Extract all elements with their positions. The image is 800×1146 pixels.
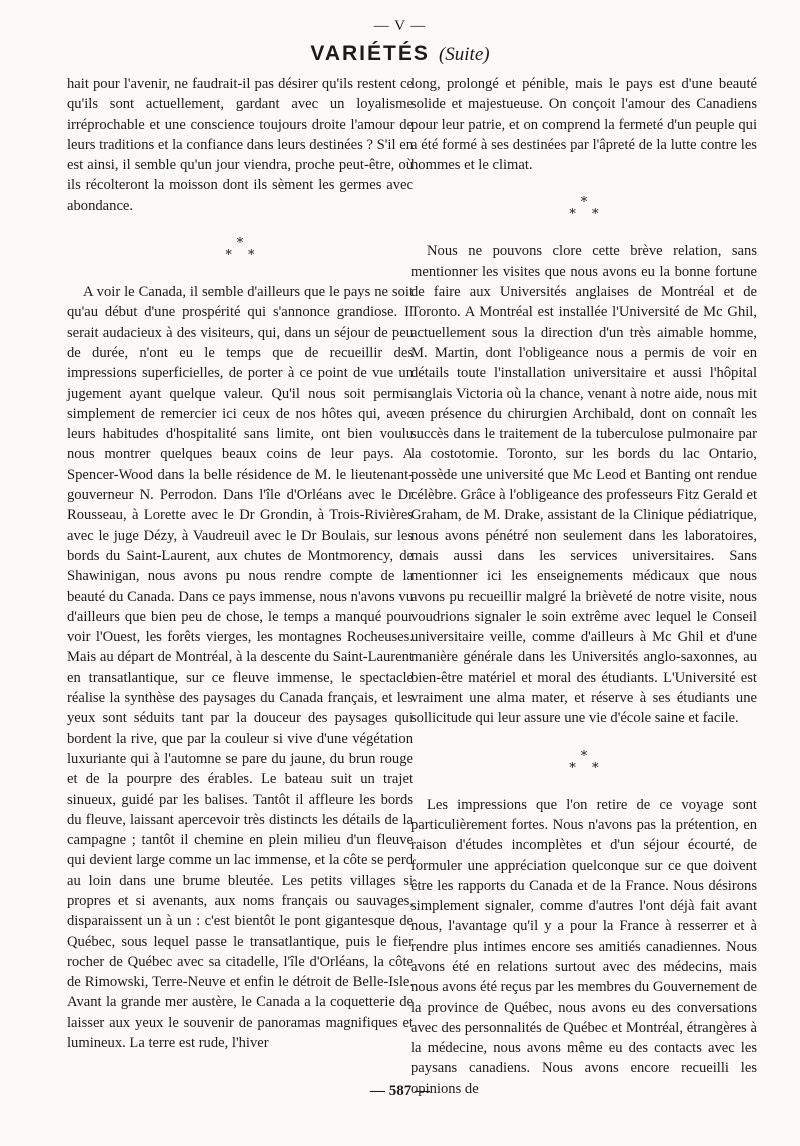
asterism-bottom: * * (569, 207, 605, 223)
right-paragraph-3: Les impressions que l'on retire de ce voyage sont particulièrement fortes. Nous n'avons pas la prétention, en raison d'études incomplètes et d'un séjour écourté, de formuler une appréciation quelconque sur ce que doivent être les rapports du Canada et de la France. Nous désirons simplement signaler, comme d'autres l'ont déjà fait avant nous, l'avantage qu'il y a pour la France à resserrer et à rendre plus intimes encore ses amitiés canadiennes. Nous avons été en relations surtout avec des médecins, mais nous avons été reçus par les membres du Gouvernement de la province de Québec, nous avons eu des conversations avec des personnalités de Québec et Montréal, étrangères à la médecine, nous avons même eu des contacts avec les paysans canadiens. Nous avons encore recueilli les opinions de (411, 796, 757, 1097)
asterism-top: * (580, 748, 588, 764)
asterism-bottom: * * (225, 248, 261, 264)
asterism-top: * (236, 236, 244, 252)
right-column (411, 74, 757, 1099)
left-column (67, 74, 413, 1053)
asterism-bottom: * * (569, 760, 605, 776)
left-asterism-1 (67, 238, 413, 262)
page-roman-number: — V — (373, 18, 427, 34)
right-asterism-2 (411, 748, 757, 776)
left-paragraph-1: hait pour l'avenir, ne faudrait-il pas désirer qu'ils restent ce qu'ils sont actuellement, gardant avec un loyalisme irréprochable et une conscience toujours droite l'amour de leurs traditions et la confiance dans leurs destinées ? S'il en est ainsi, il semble qu'un jour viendra, proche peut-être, où ils récolteront la moisson dont ils sèment les germes avec abondance. (67, 76, 413, 214)
section-title-main: VARIÉTÉS (310, 42, 430, 65)
right-paragraph-1: long, prolongé et pénible, mais le pays est d'une beauté solide et majestueuse. On conçoit l'amour des Canadiens pour leur patrie, et on comprend la fermeté d'un peuple qui a été formé à ses destinées par l'âpreté de la lutte contre les hommes et le climat. (411, 76, 757, 174)
page-number: — 587 — (370, 1083, 430, 1099)
right-asterism-1 (411, 197, 757, 221)
asterism-top: * (580, 195, 588, 211)
section-title (0, 42, 800, 66)
left-paragraph-2: A voir le Canada, il semble d'ailleurs que le pays ne soit qu'au début d'une prospérité qui s'annonce grandiose. Il serait audacieux à des visiteurs, qui, dans un séjour de peu de durée, n'ont eu le temps que de recueillir des impressions superficielles, de porter à ce point de vue un jugement ayant quelque valeur. Qu'il nous soit permis simplement de remercier ici ceux de nos hôtes qui, avec leurs habitudes d'hospitalité sans limite, ont bien voulu nous montrer quelques beaux coins de leur pays. A Spencer-Wood dans la belle résidence de M. le lieutenant-gouverneur N. Perrodon. Dans l'île d'Orléans avec le Dr Rousseau, à Lorette avec le Dr Grondin, à Trois-Rivières avec le juge Dézy, à Vaudreuil avec le Dr Boulais, sur les bords du Saint-Laurent, aux chutes de Montmorency, de Shawinigan, nous avons pu nous rendre compte de la beauté du Canada. Dans ce pays immense, nous n'avons vu d'ailleurs que bien peu de chose, le temps a manqué pour voir l'Ouest, les forêts vierges, les montagnes Rocheuses. Mais au départ de Montréal, à la descente du Saint-Laurent en transatlantique, sur ce fleuve immense, le spectacle réalise la synthèse des paysages du Canada français, et les yeux sont séduits tant par la douceur des paysages qui bordent la rive, que par la couleur si vive d'une végétation luxuriante qui à l'automne se pare du jaune, du brun rouge et de la pourpre des érables. Le bateau suit un trajet sinueux, guidé par les balises. Tantôt il affleure les bords du fleuve, laissant apercevoir très distincts les détails de la campagne ; tantôt il chemine en plein milieu d'un fleuve qui devient large comme un lac immense, et la côte se perd au loin dans une brume bleutée. Les petits villages si propres et si avenants, aux noms français ou sauvages, disparaissent un à un : c'est bientôt le pont gigantesque de Québec, sous lequel passe le transatlantique, puis le fier rocher de Québec avec sa citadelle, l'île d'Orléans, la côte de Rimowski, Terre-Neuve et enfin le détroit de Belle-Isle. Avant la grande mer austère, le Canada a la coquetterie de laisser aux yeux le souvenir de panoramas magnifiques et lumineux. La terre est rude, l'hiver (67, 284, 413, 1052)
right-paragraph-2: Nous ne pouvons clore cette brève relation, sans mentionner les visites que nous avons eu la bonne fortune de faire aux Universités anglaises de Montréal et de Toronto. A Montréal est installée l'Université de Mc Ghil, actuellement sous la direction d'un très aimable homme, M. Martin, dont l'obligeance nous a permis de voir en détails toute l'installation universitaire et aussi l'hôpital anglais Victoria où la chance, venant à notre aide, nous mit en présence du chirurgien Archibald, dont on connaît les succès dans le traitement de la tuberculose pulmonaire par la costotomie. Toronto, sur les bords du lac Ontario, possède une université que Mc Leod et Banting ont rendue célèbre. Grâce à l'obligeance des professeurs Fitz Gerald et Graham, de M. Drake, assistant de la Clinique pédiatrique, nous avons pénétré non seulement dans les laboratoires, mais aussi dans les services universitaires. Sans mentionner ici les enseignements médicaux que nous avons pu recueillir malgré la brièveté de notre visite, nous voudrions signaler le soin extrême avec lequel le Conseil universitaire veille, comme d'ailleurs à Mc Ghil et d'une manière générale dans les Universités anglo-saxonnes, au bien-être matériel et moral des étudiants. L'Université est vraiment une alma mater, et réserve à ses étudiants une sollicitude qui leur assure une vie d'école saine et facile. (411, 243, 757, 727)
section-title-suite: (Suite) (438, 44, 490, 65)
